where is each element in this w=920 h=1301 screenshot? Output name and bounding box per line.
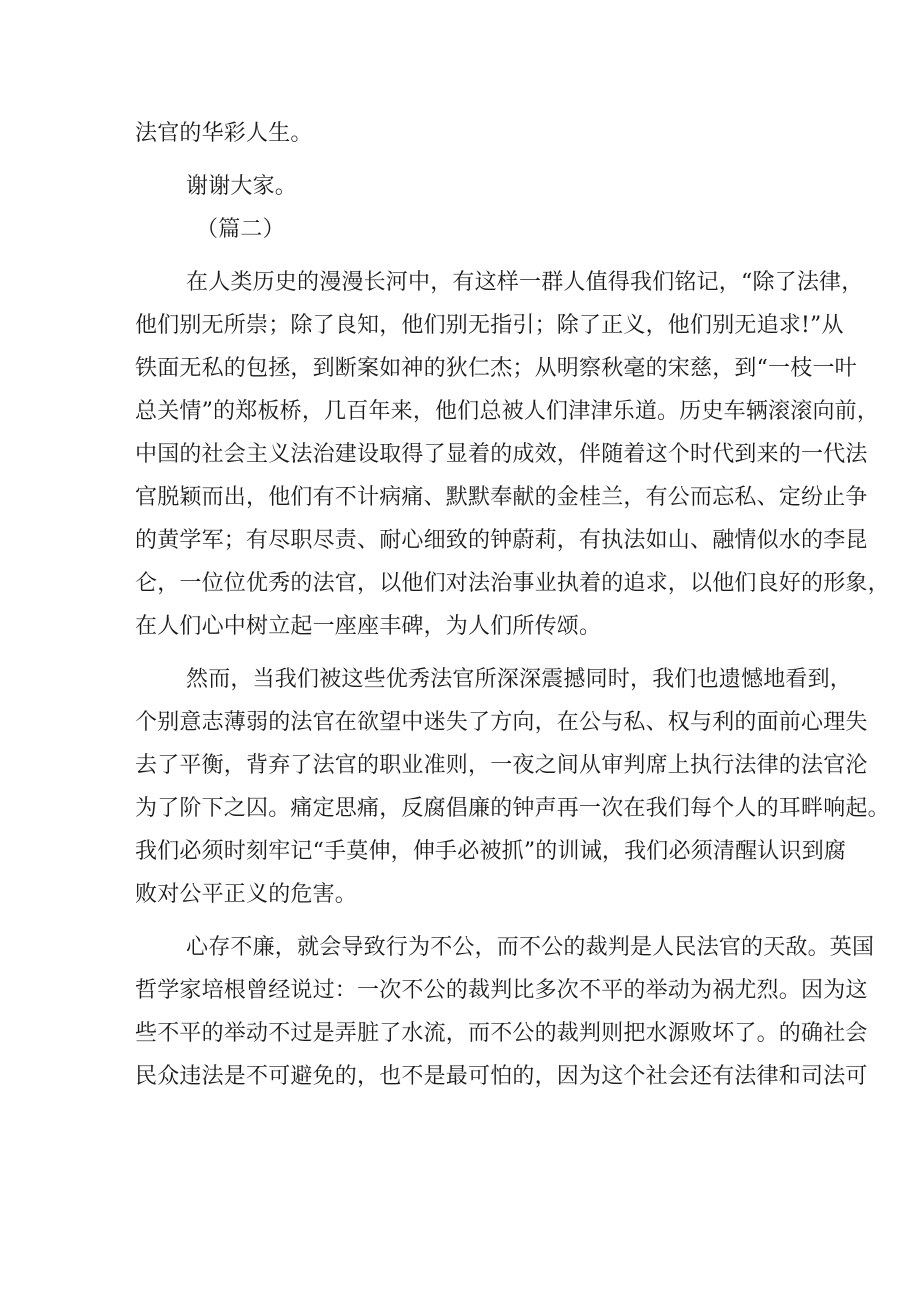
text-line: 在人类历史的漫漫长河中，有这样一群人值得我们铭记，“除了法律， [186, 270, 864, 295]
text-line: 些不平的举动不过是弄脏了水流，而不公的裁判则把水源败坏了。的确社会 [135, 1021, 868, 1046]
text-line: 然而，当我们被这些优秀法官所深深震撼同时，我们也遗憾地看到， [186, 667, 853, 692]
text-line: 哲学家培根曾经说过：一次不公的裁判比多次不平的举动为祸尤烈。因为这 [135, 978, 868, 1003]
text-line: 的黄学军；有尽职尽责、耐心细致的钟蔚莉，有执法如山、融情似水的李昆 [135, 528, 868, 553]
text-line: 谢谢大家。 [186, 174, 298, 199]
text-line: 他们别无所崇；除了良知，他们别无指引；除了正义，他们别无追求!”从 [135, 313, 844, 338]
text-line: 总关情”的郑板桥，几百年来，他们总被人们津津乐道。历史车辆滚滚向前， [135, 399, 880, 424]
section-heading: （篇二） [196, 217, 285, 242]
text-line: 民众违法是不可避免的，也不是最可怕的，因为这个社会还有法律和司法可 [135, 1064, 868, 1089]
text-line: 铁面无私的包拯，到断案如神的狄仁杰；从明察秋毫的宋慈，到“一枝一叶 [135, 356, 857, 381]
text-line: 官脱颖而出，他们有不计病痛、默默奉献的金桂兰，有公而忘私、定纷止争 [135, 485, 868, 510]
text-line: 败对公平正义的危害。 [135, 882, 358, 907]
text-line: 个别意志薄弱的法官在欲望中迷失了方向，在公与私、权与利的面前心理失 [135, 710, 868, 735]
text-line: 心存不廉，就会导致行为不公，而不公的裁判是人民法官的天敌。英国 [186, 935, 875, 960]
text-line: 我们必须时刻牢记“手莫伸，伸手必被抓”的训诫，我们必须清醒认识到腐 [135, 839, 847, 864]
text-line: 去了平衡，背弃了法官的职业准则，一夜之间从审判席上执行法律的法官沦 [135, 753, 868, 778]
text-line: 中国的社会主义法治建设取得了显着的成效，伴随着这个时代到来的一代法 [135, 442, 868, 467]
text-line: 在人们心中树立起一座座丰碑，为人们所传颂。 [135, 614, 602, 639]
text-line: 为了阶下之囚。痛定思痛，反腐倡廉的钟声再一次在我们每个人的耳畔响起。 [135, 796, 890, 821]
text-line: 仑，一位位优秀的法官，以他们对法治事业执着的追求，以他们良好的形象， [135, 571, 890, 596]
text-line: 法官的华彩人生。 [135, 121, 313, 146]
